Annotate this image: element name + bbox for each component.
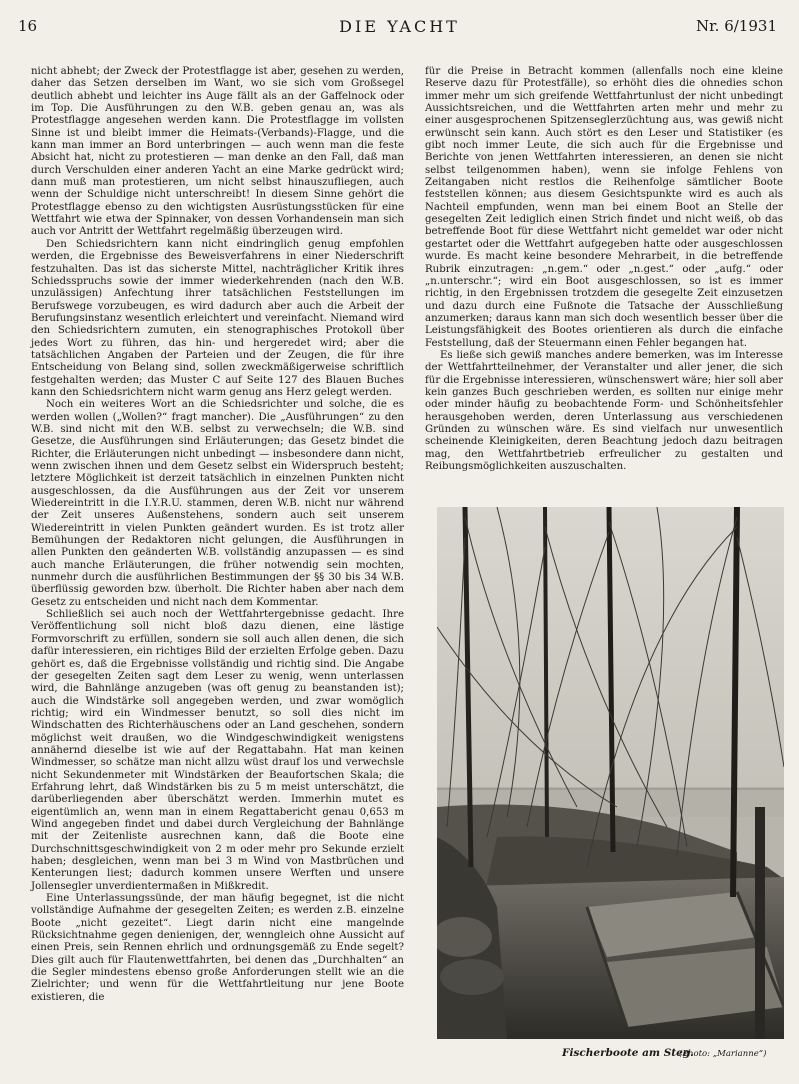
paragraph: nicht abhebt; der Zweck der Protestflagge ist aber, gesehen zu werden, daher das Setzen derselben im Want, wo sie sich vom Großsegel deutlich abhebt und leichter ins Auge fällt als an der Gaffelnock oder im Top. Die Ausführungen zu den W.B. geben genau an, was als Protestflagge angesehen werden kann. Die Protestflagge im vollsten Sinne ist und bleibt immer die Heimats-(Verbands)-Flagge, und die kann man immer an Bord unterbringen — auch wenn man die feste Absicht hat, nicht zu protestieren — man denke an den Fall, daß man durch Verschulden einer anderen Yacht an eine Marke gedrückt wird; dann muß man protestieren, um nicht selbst hinauszufliegen, auch wenn der Schuldige nicht unterschreibt! In diesem Sinne gehört die Protestflagge ebenso zu den wichtigsten Ausrüstungsstücken für eine Wettfahrt wie etwa der Spinnaker, von dessen Vorhandensein man sich auch vor Antritt der Wettfahrt regelmäßig überzeugen wird. <box>31 66 404 238</box>
paragraph: Schließlich sei auch noch der Wettfahrtergebnisse gedacht. Ihre Veröffentlichung soll nicht bloß dazu dienen, eine lästige Formvorschrift zu erfüllen, sondern sie soll auch allen denen, die sich dafür interessieren, ein richtiges Bild der erzielten Erfolge geben. Dazu gehört es, daß die Ergebnisse vollständig und richtig sind. Die Angabe der gesegelten Zeiten sagt dem Leser zu wenig, wenn unterlassen wird, die Bahnlänge anzugeben (was oft genug zu beanstanden ist); auch die Windstärke soll angegeben werden, und zwar womöglich richtig; wird ein Windmesser benutzt, so soll dies nicht im Windschatten des Richterhäuschens oder an Land geschehen, sondern möglichst weit draußen, wo die Windgeschwindigkeit wenigstens annähernd dieselbe ist wie auf der Regattabahn. Hat man keinen Windmesser, so schätze man nicht allzu wüst drauf los und verwechsle nicht Sekundenmeter mit Windstärken der Beaufortschen Skala; die Erfahrung lehrt, daß Windstärken bis zu 5 m meist unterschätzt, die darüberliegenden aber überschätzt werden. Immerhin mutet es eigentümlich an, wenn man in einem Regattabericht genau 0,653 m Wind angegeben findet und dabei durch Vergleichung der Bahnlänge mit der Zeitenliste ausrechnen kann, daß die Boote eine Durchschnittsgeschwindigkeit von 2 m oder mehr pro Sekunde erzielt haben; desgleichen, wenn man bei 3 m Wind von Mastbrüchen und Kenterungen liest; dadurch kommen unsere Werften und unsere Jollensegler unverdientermaßen in Mißkredit. <box>31 609 404 892</box>
paragraph: für die Preise in Betracht kommen (allenfalls noch eine kleine Reserve dazu für Protestfälle), so erhöht dies die ohnedies schon immer mehr um sich greifende Wettfahrtunlust der nicht unbedingt Aussichtsreichen, und die Wettfahrten arten mehr und mehr zu einer ausgesprochenen Spitzenseglerzüchtung aus, was gewiß nicht erwünscht sein kann. Auch stört es den Leser und Statistiker (es gibt noch immer Leute, die sich auch für die Ergebnisse und Berichte von jenen Wettfahrten interessieren, an denen sie nicht selbst teilgenommen haben), wenn sie infolge Fehlens von Zeitangaben nicht restlos die Reihenfolge sämtlicher Boote feststellen können; aus diesem Gesichtspunkte wird es auch als Nachteil empfunden, wenn man bei einem Boot an Stelle der gesegelten Zeit lediglich einen Strich findet und nicht weiß, ob das betreffende Boot für diese Wettfahrt nicht gemeldet war oder nicht gestartet oder die Wettfahrt aufgegeben hatte oder ausgeschlossen wurde. Es macht keine besondere Mehrarbeit, in die betreffende Rubrik einzutragen: „n.gem.“ oder „n.gest.“ oder „aufg.“ oder „n.unterschr.“; wird ein Boot ausgeschlossen, so ist es immer richtig, in den Ergebnissen trotzdem die gesegelte Zeit einzusetzen und dazu durch eine Fußnote die Tatsache der Ausschließung anzumerken; daraus kann man sich doch wesentlich besser über die Leistungsfähigkeit des Bootes orientieren als durch die einfache Feststellung, daß der Steuermann einen Fehler begangen hat. <box>425 66 783 349</box>
photo-credit: (Photo: „Marianne“) <box>679 1049 767 1059</box>
paragraph: Es ließe sich gewiß manches andere bemerken, was im Interesse der Wettfahrtteilnehmer, der Veranstalter und aller jener, die sich für die Ergebnisse interessieren, wünschenswert wäre; hier soll aber kein ganzes Buch geschrieben werden, es sollten nur einige mehr oder minder häufig zu beobachtende Form- und Schönheitsfehler herausgehoben werden, deren Unterlassung aus verschiedenen Gründen zu wünschen wäre. Es sind vielfach nur unwesentlich scheinende Kleinigkeiten, deren Beachtung jedoch dazu beitragen mag, den Wettfahrtbetrieb erfreulicher zu gestalten und Reibungsmöglichkeiten auszuschalten. <box>425 349 783 472</box>
left-column <box>31 66 404 1004</box>
issue-number: Nr. 6/1931 <box>696 17 777 35</box>
paragraph: Noch ein weiteres Wort an die Schiedsrichter und solche, die es werden wollen („Wollen?“ fragt mancher). Die „Ausführungen“ zu den W.B. sind nicht mit den W.B. selbst zu verwechseln; die W.B. sind Gesetze, die Ausführungen sind Erläuterungen; das Gesetz bindet die Richter, die Erläuterungen nicht unbedingt — insbesondere dann nicht, wenn zwischen ihnen und dem Gesetz selbst ein Widerspruch besteht; letztere Möglichkeit ist derzeit tatsächlich in einzelnen Punkten nicht ausgeschlossen, da die Ausführungen aus der Zeit vor unserem Wiedereintritt in die I.Y.R.U. stammen, deren W.B. nicht nur während der Zeit unseres Außenstehens, sondern auch seit unserem Wiedereintritt in vielen Punkten geändert wurden. Es ist trotz aller Bemühungen der Redaktoren nicht gelungen, die Ausführungen in allen Punkten den geänderten W.B. vollständig anzupassen — es sind auch manche Erläuterungen, die früher notwendig sein mochten, nunmehr durch die ausführlichen Bestimmungen der §§ 30 bis 34 W.B. überflüssig geworden bzw. überholt. Die Richter haben aber nach dem Gesetz zu entscheiden und nicht nach dem Kommentar. <box>31 399 404 608</box>
magazine-title: DIE YACHT <box>339 17 460 36</box>
page-number: 16 <box>18 17 38 35</box>
paragraph: Den Schiedsrichtern kann nicht eindringlich genug empfohlen werden, die Ergebnisse des Beweisverfahrens in einer Niederschrift festzuhalten. Das ist das sicherste Mittel, nachträglicher Kritik ihres Schiedsspruchs sowie der immer wiederkehrenden (nach den W.B. unzulässigen) Anfechtung ihrer tatsächlichen Feststellungen im Berufswege vorzubeugen, es wird dadurch aber auch die Arbeit der Berufungsinstanz wesentlich erleichtert und vereinfacht. Niemand wird den Schiedsrichtern zumuten, ein stenographisches Protokoll über jedes Wort zu führen, das hin- und hergeredet wird; aber die tatsächlichen Angaben der Parteien und der Zeugen, die für ihre Entscheidung von Belang sind, sollen zweckmäßigerweise schriftlich festgehalten werden; das Muster C auf Seite 127 des Blauen Buches kann den Schiedsrichtern nicht warm genug ans Herz gelegt werden. <box>31 238 404 398</box>
paragraph: Eine Unterlassungssünde, der man häufig begegnet, ist die nicht vollständige Aufnahme der gesegelten Zeiten; es werden z.B. einzelne Boote „nicht gezeitet“. Liegt darin nicht eine mangelnde Rücksichtnahme gegen denienigen, der, wenngleich ohne Aussicht auf einen Preis, sein Rennen ehrlich und ordnungsgemäß zu Ende segelt? Dies gilt auch für Flautenwettfahrten, bei denen das „Durchhalten“ an die Segler mindestens ebenso große Anforderungen stellt wie an die Zielrichter; und wenn für die Wettfahrtleitung nur jene Boote existieren, die <box>31 893 404 1003</box>
photo-caption: Fischerboote am Steg. <box>562 1047 694 1059</box>
right-column <box>425 66 783 473</box>
photo-fishing-boats <box>437 507 784 1039</box>
